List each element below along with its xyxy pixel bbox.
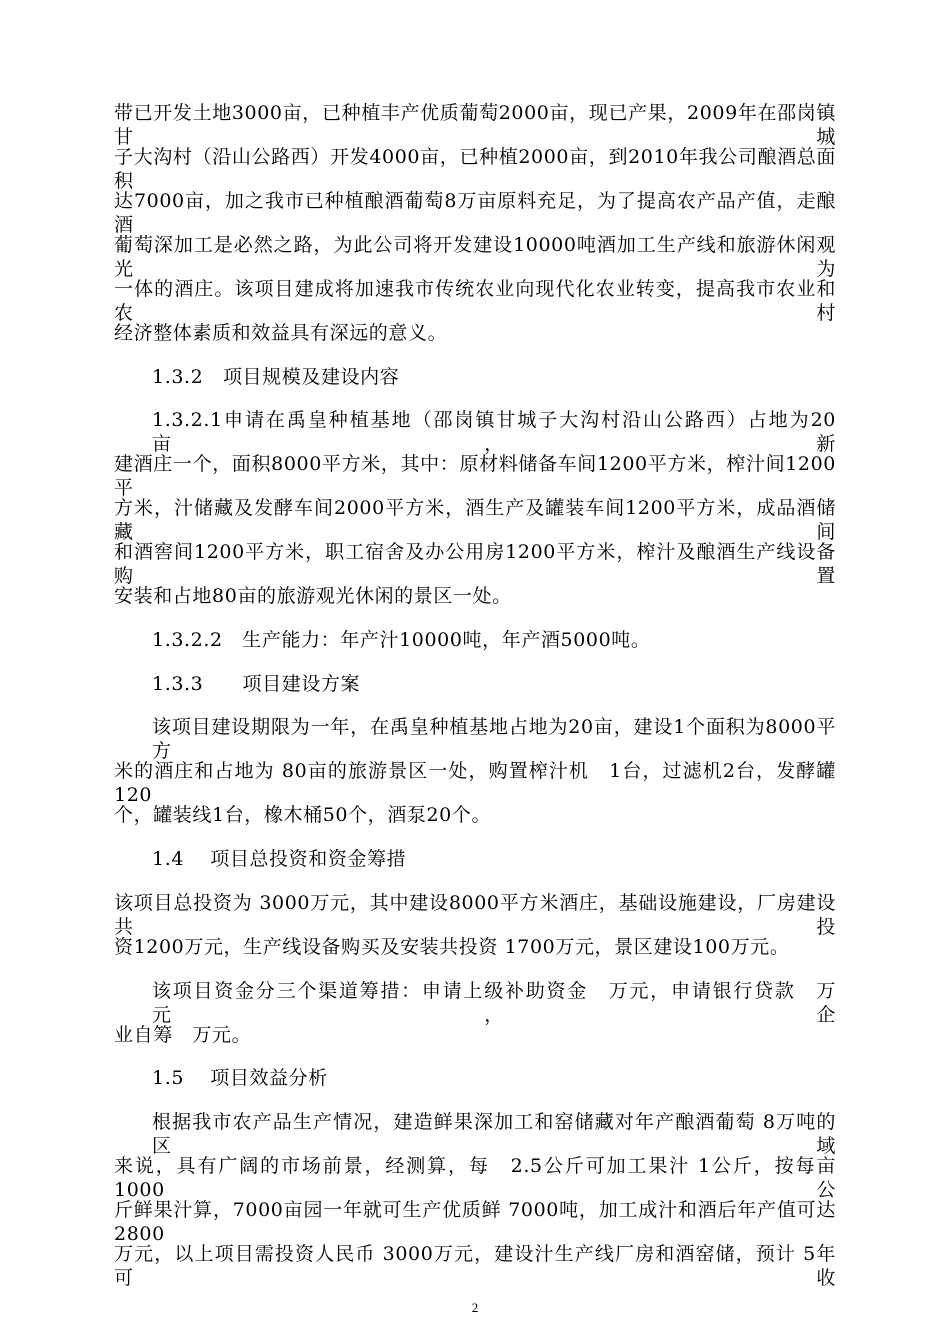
paragraph-line: 该项目总投资为 3000万元，其中建设8000平方米酒庄，基础设施建设，厂房建设共投	[114, 892, 836, 938]
paragraph-line: 达7000亩，加之我市已种植酿酒葡萄8万亩原料充足，为了提高农产品产值，走酿酒	[114, 190, 836, 236]
paragraph-line: 葡萄深加工是必然之路，为此公司将开发建设10000吨酒加工生产线和旅游休闲观光为	[114, 234, 836, 280]
paragraph-line: 资1200万元，生产线设备购买及安装共投资 1700万元，景区建设100万元。	[114, 936, 790, 958]
paragraph-line: 根据我市农产品生产情况，建造鲜果深加工和窑储藏对年产酿酒葡萄 8万吨的区域	[152, 1111, 836, 1157]
paragraph-line: 1.3.2.1申请在禹皇种植基地（邵岗镇甘城子大沟村沿山公路西）占地为20亩，新	[152, 409, 836, 455]
paragraph-line: 带已开发土地3000亩，已种植丰产优质葡萄2000亩，现已产果，2009年在邵岗镇甘城	[114, 102, 836, 148]
paragraph-line: 1.3.2.2 生产能力：年产汁10000吨，年产酒5000吨。	[152, 629, 651, 651]
section-heading-1-3-3: 1.3.3 项目建设方案	[152, 673, 361, 695]
paragraph-line: 和酒窖间1200平方米，职工宿舍及办公用房1200平方米，榨汁及酿酒生产线设备购置	[114, 541, 836, 587]
paragraph-line: 斤鲜果汁算，7000亩园一年就可生产优质鲜 7000吨，加工成汁和酒后年产值可达2800	[114, 1199, 836, 1245]
paragraph-line: 安装和占地80亩的旅游观光休闲的景区一处。	[114, 585, 512, 607]
paragraph-line: 该项目建设期限为一年，在禹皇种植基地占地为20亩，建设1个面积为8000平方	[152, 716, 836, 762]
paragraph-line: 子大沟村（沿山公路西）开发4000亩，已种植2000亩，到2010年我公司酿酒总面积	[114, 146, 836, 192]
paragraph-line: 一体的酒庄。该项目建成将加速我市传统农业向现代化农业转变，提高我市农业和农村	[114, 278, 836, 324]
paragraph-line: 个，罐装线1台，橡木桶50个，酒泵20个。	[114, 804, 492, 826]
paragraph-line: 方米，汁储藏及发酵车间2000平方米，酒生产及罐装车间1200平方米，成品酒储藏间	[114, 497, 836, 543]
paragraph-line: 来说，具有广阔的市场前景，经测算，每 2.5公斤可加工果汁 1公斤，按每亩 1000公	[114, 1155, 836, 1201]
section-heading-1-4: 1.4 项目总投资和资金筹措	[152, 848, 407, 870]
paragraph-line: 该项目资金分三个渠道筹措：申请上级补助资金 万元，申请银行贷款 万元，企	[152, 980, 836, 1026]
paragraph-line: 建酒庄一个，面积8000平方米，其中：原材料储备车间1200平方米，榨汁间1200平	[114, 453, 836, 499]
paragraph-line: 万元，以上项目需投资人民币 3000万元，建设汁生产线厂房和酒窑储，预计 5年可收	[114, 1243, 836, 1289]
section-heading-1-3-2: 1.3.2 项目规模及建设内容	[152, 366, 400, 388]
page-number: 2	[471, 1300, 479, 1315]
section-heading-1-5: 1.5 项目效益分析	[152, 1067, 328, 1089]
paragraph-line: 经济整体素质和效益具有深远的意义。	[114, 322, 448, 344]
paragraph-line: 米的酒庄和占地为 80亩的旅游景区一处，购置榨汁机 1台，过滤机2台，发酵罐 120	[114, 760, 836, 806]
paragraph-line: 业自筹 万元。	[114, 1024, 252, 1046]
